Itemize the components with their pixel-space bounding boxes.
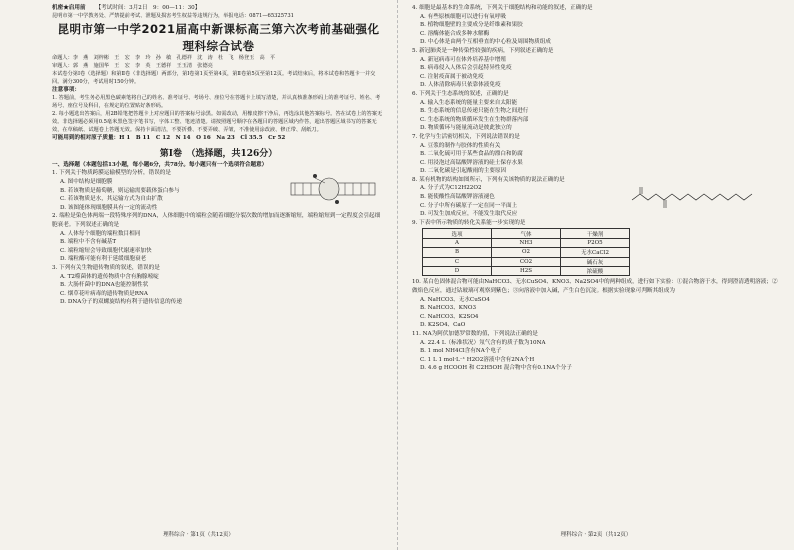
note-1: 1. 答题前，考生务必用黑色碳素笔将自己的姓名、准考证号、考场号、座位号在答题卡上填写清楚，并认真核准条形码上的准考证号、姓名、考场号、座位号及科目，在规定的位置贴好条形码。 [52, 95, 381, 110]
page-right [397, 0, 794, 550]
part1-title: 第Ⅰ卷 （选择题，共126分） [159, 148, 278, 159]
table-cell: 浓硫酸 [561, 267, 630, 276]
option: A. T2噬菌体的遗传物质中含有胸腺嘧啶 [60, 273, 159, 280]
table-header-row [423, 229, 630, 238]
option: C. 端粒缩短会导致细胞代谢速率加快 [60, 247, 152, 254]
option: A. 有些原核细胞可以进行有氧呼吸 [420, 13, 506, 20]
table-cell: H2S [492, 267, 561, 276]
option: A. 22.4 L（标准状况）氖气含有的质子数为10NA [420, 339, 546, 346]
option: D. 4.6 g HCOOH 和 C2H5OH 混合物中含有0.1NA个分子 [420, 365, 572, 372]
table-header-cell: 选项 [423, 229, 492, 238]
option: B. 病毒侵入人体后会引起特异性免疫 [420, 65, 512, 72]
option: B. 若该物质是葡萄糖，则运输需要载体蛋白参与 [60, 187, 180, 194]
option: C. 烟草花叶病毒的遗传物质是RNA [60, 290, 148, 297]
table-cell: NH3 [492, 238, 561, 247]
option: B. 植物细胞壁的主要成分是纤维素和果胶 [420, 22, 523, 29]
reviewers: 审题人：郭 燕 施国华 王 宏 李 英 王德祥 王玉清 张德亮 [52, 63, 213, 69]
table-header-cell: 干燥剂 [561, 229, 630, 238]
question-stem: 10. 某白色固体混合物可能由NaHCO3、无水CuSO4、KNO3、Na2SO4中的两种组成，进行如下实验：①混合物溶于水，得到澄清透明溶液；②做焰色反应，通过钴玻璃可观察到紫色；③向溶液中加入碱，产生白色沉淀。根据实验现象可判断其组成为 [412, 279, 778, 294]
question-3 [52, 264, 385, 307]
option: A. 图中结构是细胞膜 [60, 179, 113, 185]
option: D. 端粒酶可能有利于延缓细胞衰老 [60, 256, 147, 263]
question-stem: 4. 细胞是最基本的生命系统，下列关于细胞结构和功能的叙述，正确的是 [412, 5, 593, 11]
option: D. 二氧化碳是引起酸雨的主要原因 [420, 168, 507, 175]
option: A. 分子式为C12H22O2 [420, 185, 482, 192]
table-cell: D [423, 267, 492, 276]
footer-left: 理科综合 · 第1页（共12页） [163, 532, 234, 538]
gas-drying-table [422, 228, 630, 276]
exam-notice: 昆明市第一中学教务处、严禁提前考试、泄题及损害考生权益等违规行为，举报电话：0871—65325731 [52, 13, 294, 19]
question-stem: 7. 化学与生活密切相关，下列说法错误的是 [412, 133, 520, 140]
question-stem: 6. 下列关于生态系统的叙述，正确的是 [412, 90, 509, 97]
table-cell: A [423, 238, 492, 247]
table-cell: B [423, 248, 492, 257]
question-stem: 5. 新冠肺炎是一种传染性较强的疾病，下列叙述正确的是 [412, 47, 554, 54]
exam-time: 【考试时间：3月2日 9：00—11：30】 [95, 5, 201, 11]
table-cell: CO2 [492, 257, 561, 266]
question-10 [412, 278, 780, 330]
question-4 [412, 4, 780, 47]
option: A. 人体每个细胞的端粒数目相同 [60, 230, 141, 237]
authors: 命题人：李 燕 刘梓彬 王 宏 李 玲 孙 敏 孔德祥 沈 涛 杜 飞 杨登玉 高 平 [52, 55, 276, 61]
question-stem: 11. NA为阿伏加德罗常数的值，下列说法正确的是 [412, 330, 538, 337]
question-7 [412, 133, 780, 176]
table-cell: P2O5 [561, 238, 630, 247]
option: C. 1 L 1 mol·L⁻¹ H2O2溶液中含有2NA个H [420, 356, 535, 363]
table-cell: 碱石灰 [561, 257, 630, 266]
table-cell: O2 [492, 248, 561, 257]
table-row [423, 248, 630, 257]
option: B. 能使酸性高锰酸钾溶液褪色 [420, 194, 495, 201]
exam-title-line1: 昆明市第一中学2021届高中新课标高三第六次考前基础强化 [57, 22, 380, 36]
option: C. 注射疫苗属于被动免疫 [420, 73, 484, 80]
option: D. 可发生加成反应，不能发生取代反应 [420, 211, 518, 218]
question-1 [52, 169, 385, 212]
option: D. K2SO4、CaO [420, 322, 466, 329]
exam-header [52, 4, 385, 12]
intro: 本试卷分第Ⅰ卷（选择题）和第Ⅱ卷（非选择题）两部分，第Ⅰ卷第1页至第4页，第Ⅱ卷第5页至第12页。考试结束后，将本试卷和答题卡一并交回。满分300分，考试用时150分钟。 [52, 71, 376, 85]
option: A. NaHCO3、无水CuSO4 [420, 296, 490, 303]
table-row [423, 267, 630, 276]
table-cell: 无水CaCl2 [561, 248, 630, 257]
option: C. 溶酶体能合成多种水解酶 [420, 30, 490, 37]
note-2: 2. 每小题选出答案后，用2B铅笔把答题卡上对应题目的答案标号涂黑。如需改动，用橡皮擦干净后，再选涂其他答案标号。答在试卷上的答案无效。非选择题必须用0.5毫米黑色签字笔书写，字体工整、笔迹清楚。请按照题号顺序在各题目的答题区域内作答，超出答题区域书写的答案无效，在草稿纸、试题卷上答题无效。保持卡面清洁，不要折叠、不要弄破、弄皱，不准使用涂改液、修正带、刮纸刀。 [52, 111, 383, 134]
question-6 [412, 90, 780, 133]
membrane-diagram [285, 171, 381, 207]
question-11 [412, 330, 780, 373]
notes-title: 注意事项： [52, 87, 80, 93]
table-row [423, 257, 630, 266]
option: A. 输入生态系统的能量主要来自太阳能 [420, 99, 518, 106]
question-stem: 9. 下表中所示物质的转化关系能一步实现的是 [412, 219, 526, 226]
question-8 [412, 176, 780, 219]
option: B. 大肠杆菌中的DNA也能控制性状 [60, 282, 149, 289]
option: D. 物质循环与能量流动是彼此独立的 [420, 125, 512, 132]
option: A. 新冠病毒可在体外培养基中增殖 [420, 56, 506, 63]
option: C. NaHCO3、K2SO4 [420, 313, 479, 320]
option: C. 若该物质是水，其运输方式为自由扩散 [60, 196, 163, 203]
option: D. 该图能体现细胞膜具有一定的流动性 [60, 204, 158, 211]
question-stem: 3. 下列有关生物遗传物质的叙述，错误的是 [52, 264, 160, 271]
option: B. NaHCO3、KNO3 [420, 305, 477, 312]
exam-title-line2: 理科综合试卷 [182, 39, 255, 53]
table-row [423, 238, 630, 247]
molecule-structure-diagram [628, 186, 778, 214]
footer-right: 理科综合 · 第2页（共12页） [560, 532, 632, 538]
question-stem: 2. 端粒是染色体两端一段特殊序列的DNA，人体细胞中的端粒会随着细胞分裂次数的增加而逐渐缩短，端粒缩短到一定程度会引起细胞衰老。下列叙述正确的是 [52, 213, 381, 228]
option: D. DNA分子的双螺旋结构有利于遗传信息的传递 [60, 299, 182, 306]
option: C. 用浸泡过高锰酸钾溶液的硅土保存水果 [420, 159, 523, 166]
option: D. 人体清除病毒只依靠体液免疫 [420, 82, 501, 89]
option: B. 生态系统的信息传递只能在生物之间进行 [420, 108, 529, 115]
option: D. 中心体是由两个互相垂直的中心粒及周围物质组成 [420, 39, 551, 46]
question-5 [412, 47, 780, 90]
question-stem: 8. 某有机物的结构如图所示，下列有关该物质的说法正确的是 [412, 176, 565, 183]
question-9 [412, 219, 780, 277]
option: A. 豆浆的制作与胶体的性质有关 [420, 142, 501, 149]
option: B. 1 mol NH4Cl含有NA个电子 [420, 348, 502, 355]
seal-label: 机密★启用前 [52, 5, 86, 11]
question-stem: 1. 下列关于物质跨膜运输模型的分析，错误的是 [52, 170, 171, 177]
table-cell: C [423, 257, 492, 266]
atomic-masses: 可能用到的相对原子质量：H 1 B 11 C 12 N 14 O 16 Na 23 Cl 35.5 Cr 52 [52, 135, 286, 142]
option: B. 端粒中不含有碱基T [60, 239, 117, 246]
option: B. 二氧化硫可用于某些食品的漂白和防腐 [420, 151, 523, 158]
table-header-cell: 气体 [492, 229, 561, 238]
option: C. 分子中所有碳原子一定在同一平面上 [420, 202, 518, 209]
option: C. 生态系统的物质循环发生在生物群落内部 [420, 116, 529, 123]
part1-intro: 一、选择题（本题包括13小题，每小题6分，共78分。每小题只有一个选项符合题意） [52, 161, 268, 168]
question-2 [52, 212, 385, 264]
